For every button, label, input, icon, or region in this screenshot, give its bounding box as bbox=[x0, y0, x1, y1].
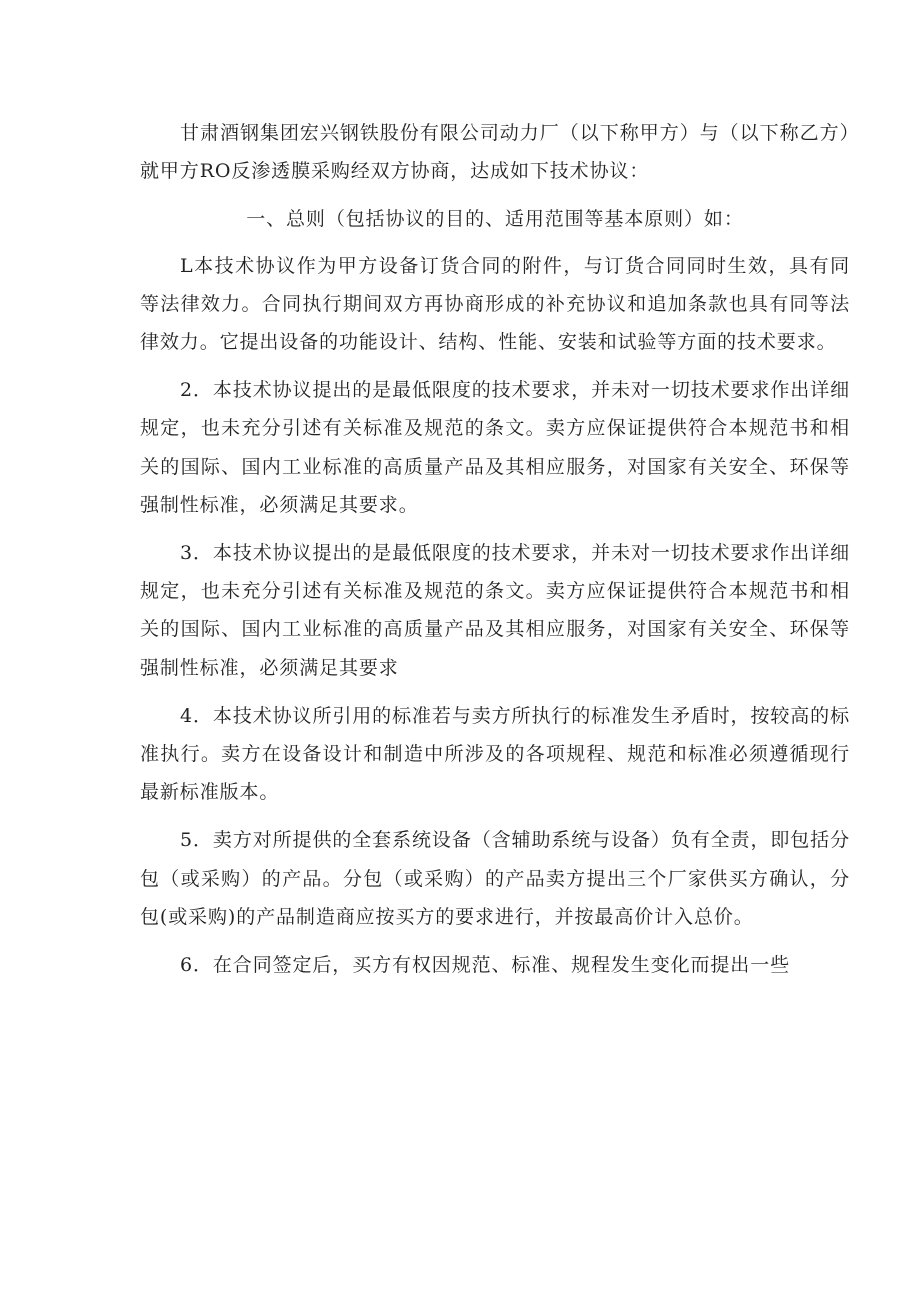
intro-paragraph: 甘肃酒钢集团宏兴钢铁股份有限公司动力厂（以下称甲方）与（以下称乙方）就甲方RO反渗透膜采购经双方协商，达成如下技术协议： bbox=[140, 122, 850, 183]
clause-1-paragraph: L本技术协议作为甲方设备订货合同的附件，与订货合同同时生效，具有同等法律效力。合同执行期间双方再协商形成的补充协议和追加条款也具有同等法律效力。它提出设备的功能设计、结构、性能、安装和试验等方面的技术要求。 bbox=[140, 254, 850, 354]
clause-6-paragraph: 6．在合同签定后，买方有权因规范、标准、规程发生变化而提出一些 bbox=[180, 954, 790, 977]
section-heading: 一、总则（包括协议的目的、适用范围等基本原则）如： bbox=[246, 208, 744, 231]
clause-5-paragraph: 5．卖方对所提供的全套系统设备（含辅助系统与设备）负有全责，即包括分包（或采购）的产品。分包（或采购）的产品卖方提出三个厂家供买方确认，分包(或采购)的产品制造商应按买方的要求进行，并按最高价计入总价。 bbox=[140, 829, 850, 928]
document-body bbox=[140, 114, 850, 994]
clause-3-paragraph: 3．本技术协议提出的是最低限度的技术要求，并未对一切技术要求作出详细规定，也未充分引述有关标准及规范的条文。卖方应保证提供符合本规范书和相关的国际、国内工业标准的高质量产品及其相应服务，对国家有关安全、环保等强制性标准，必须满足其要求 bbox=[140, 542, 850, 679]
clause-2-paragraph: 2．本技术协议提出的是最低限度的技术要求，并未对一切技术要求作出详细规定，也未充分引述有关标准及规范的条文。卖方应保证提供符合本规范书和相关的国际、国内工业标准的高质量产品及其相应服务，对国家有关安全、环保等强制性标准，必须满足其要求。 bbox=[140, 379, 850, 516]
clause-4-paragraph: 4．本技术协议所引用的标准若与卖方所执行的标准发生矛盾时，按较高的标准执行。卖方在设备设计和制造中所涉及的各项规程、规范和标准必须遵循现行最新标准版本。 bbox=[140, 704, 850, 804]
